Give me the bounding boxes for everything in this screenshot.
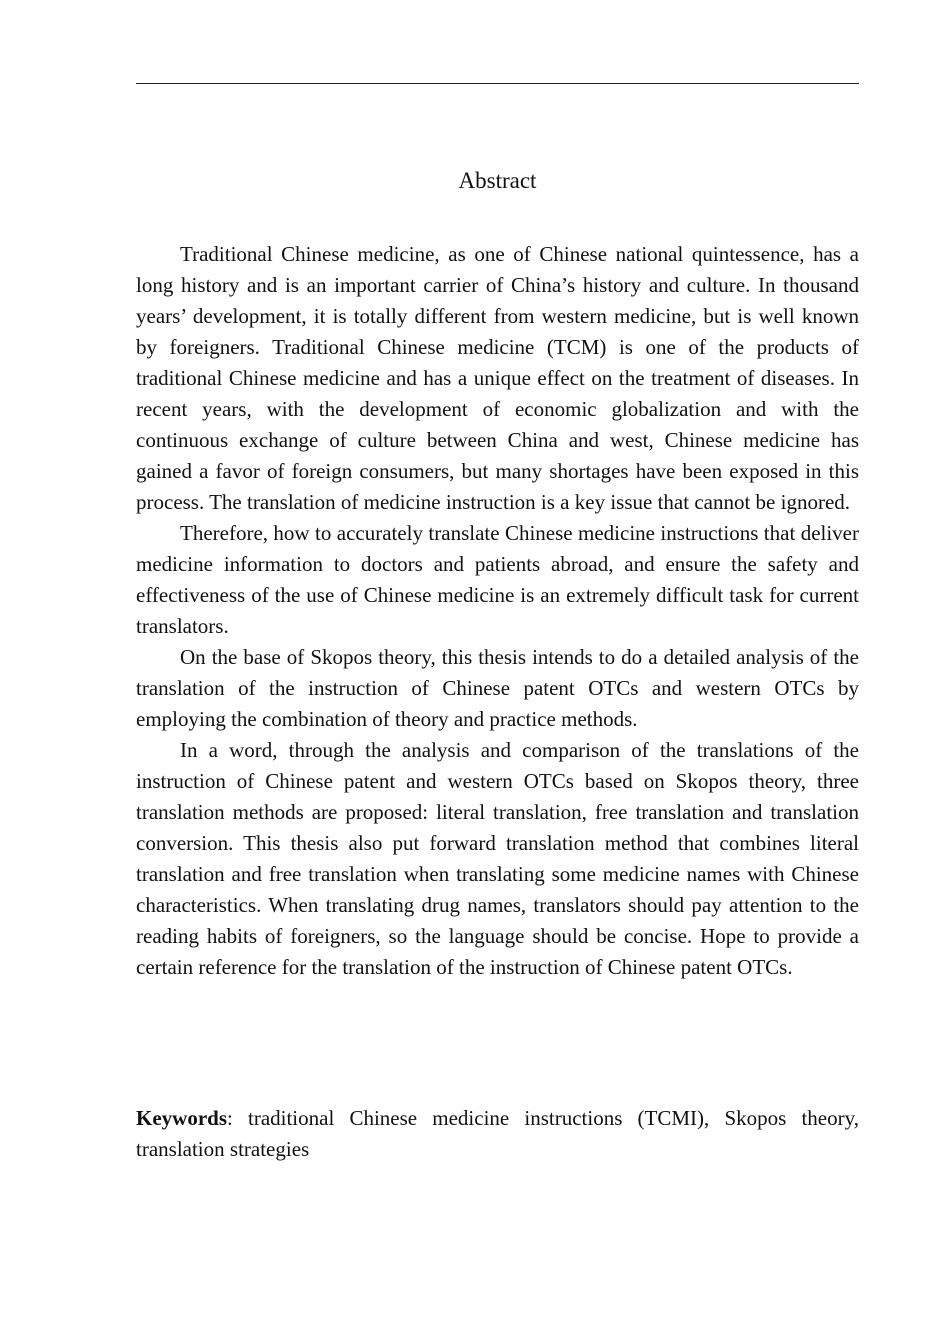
keywords-line	[136, 1103, 859, 1165]
abstract-body	[136, 239, 859, 983]
keywords-text: : traditional Chinese medicine instructions (TCMI), Skopos theory, translation strategies	[136, 1106, 859, 1161]
abstract-paragraph-2: Therefore, how to accurately translate Chinese medicine instructions that deliver medicine information to doctors and patients abroad, and ensure the safety and effectiveness of the use of Chinese medicine is an extremely difficult task for current translators.	[136, 521, 859, 638]
abstract-paragraph-1: Traditional Chinese medicine, as one of Chinese national quintessence, has a long history and is an important carrier of China’s history and culture. In thousand years’ development, it is totally different from western medicine, but is well known by foreigners. Traditional Chinese medicine (TCM) is one of the products of traditional Chinese medicine and has a unique effect on the treatment of diseases. In recent years, with the development of economic globalization and with the continuous exchange of culture between China and west, Chinese medicine has gained a favor of foreign consumers, but many shortages have been exposed in this process. The translation of medicine instruction is a key issue that cannot be ignored.	[136, 242, 859, 514]
header-rule	[136, 83, 859, 84]
abstract-paragraph-4: In a word, through the analysis and comparison of the translations of the instruction of Chinese patent and western OTCs based on Skopos theory, three translation methods are proposed: literal translation, free translation and translation conversion. This thesis also put forward translation method that combines literal translation and free translation when translating some medicine names with Chinese characteristics. When translating drug names, translators should pay attention to the reading habits of foreigners, so the language should be concise. Hope to provide a certain reference for the translation of the instruction of Chinese patent OTCs.	[136, 738, 859, 979]
keywords-label: Keywords	[136, 1106, 227, 1130]
page-title: Abstract	[458, 168, 537, 193]
abstract-paragraph-3: On the base of Skopos theory, this thesis intends to do a detailed analysis of the translation of the instruction of Chinese patent OTCs and western OTCs by employing the combination of theory and practice methods.	[136, 645, 859, 731]
